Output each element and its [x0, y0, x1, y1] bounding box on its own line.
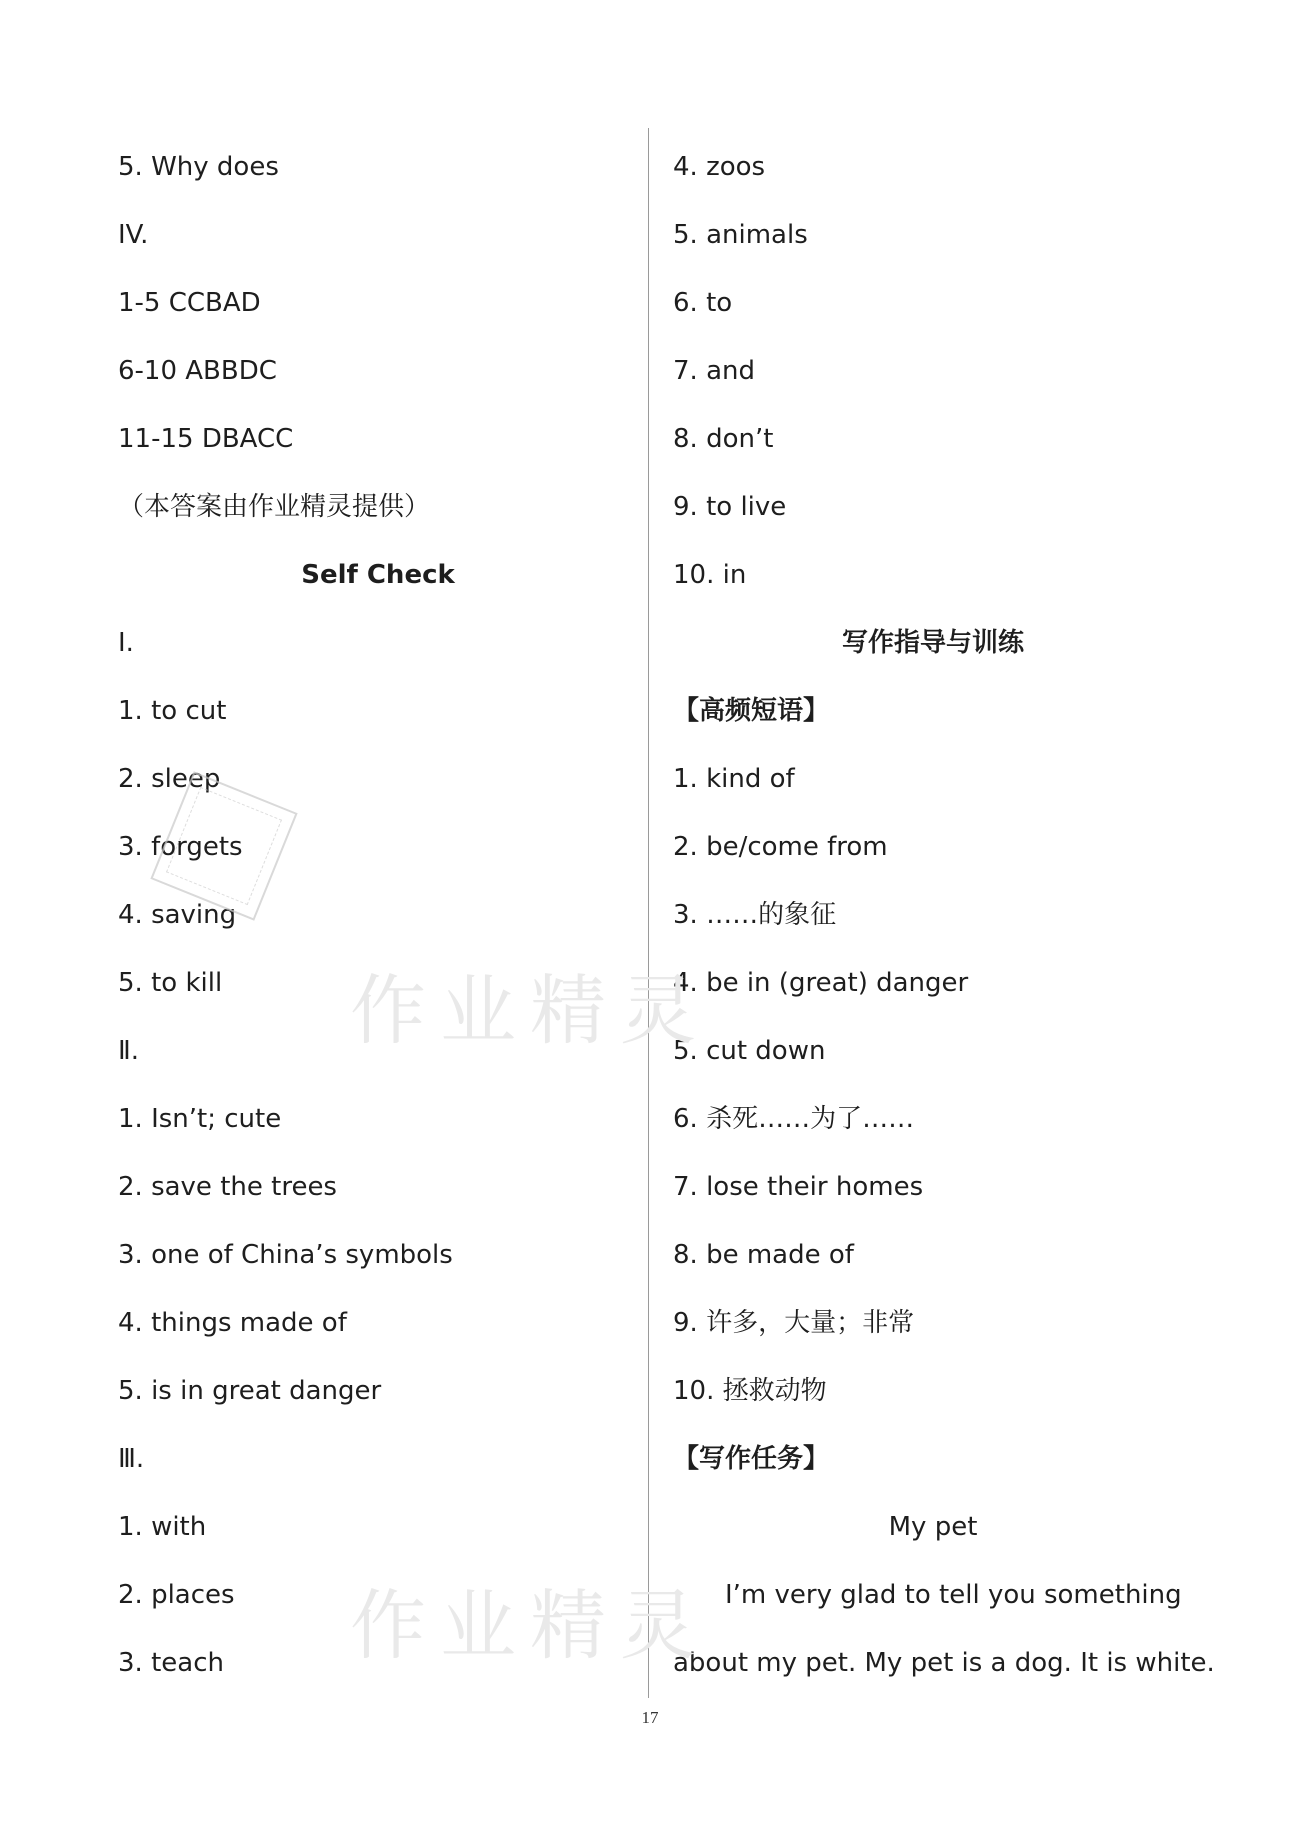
answer-line: 11-15 DBACC [118, 424, 294, 454]
writing-guide-title: 写作指导与训练 [841, 628, 1024, 658]
answer-line: 7. and [673, 356, 755, 386]
column-divider [648, 128, 649, 1698]
phrases-heading: 【高频短语】 [673, 696, 830, 726]
answer-line: 3. forgets [118, 832, 243, 862]
phrase-line: 10. 拯救动物 [673, 1376, 827, 1406]
source-note: （本答案由作业精灵提供） [118, 492, 431, 522]
answer-line: 1. with [118, 1512, 207, 1542]
answer-line: 3. teach [118, 1648, 224, 1678]
answer-line: 6. to [673, 288, 733, 318]
phrase-line: 1. kind of [673, 764, 795, 794]
answer-line: 5. animals [673, 220, 808, 250]
phrase-line: 6. 杀死……为了…… [673, 1104, 915, 1134]
answer-line: 5. to kill [118, 968, 223, 998]
phrase-line: 9. 许多，大量；非常 [673, 1308, 915, 1338]
section-heading: IV. [118, 220, 149, 250]
answer-line: 10. in [673, 560, 747, 590]
answer-line: 1. Isn’t; cute [118, 1104, 282, 1134]
answer-line: 2. save the trees [118, 1172, 337, 1202]
watermark: 作业精灵 [350, 966, 710, 1055]
section-heading: Ⅲ. [118, 1444, 145, 1474]
answer-line: 5. Why does [118, 152, 279, 182]
answer-line: 4. zoos [673, 152, 766, 182]
watermark: 作业精灵 [350, 1581, 710, 1670]
phrase-line: 4. be in (great) danger [673, 968, 969, 998]
section-heading: Ⅰ. [118, 628, 134, 658]
answer-line: 2. places [118, 1580, 235, 1610]
phrase-line: 2. be/come from [673, 832, 888, 862]
answer-line: 9. to live [673, 492, 787, 522]
answer-line: 3. one of China’s symbols [118, 1240, 453, 1270]
answer-line: 5. is in great danger [118, 1376, 382, 1406]
answer-line: 1-5 CCBAD [118, 288, 261, 318]
essay-title: My pet [888, 1512, 978, 1542]
answer-line: 4. saving [118, 900, 237, 930]
answer-line: 2. sleep [118, 764, 221, 794]
answer-line: 4. things made of [118, 1308, 347, 1338]
answer-line: 8. don’t [673, 424, 774, 454]
answer-line: 1. to cut [118, 696, 227, 726]
phrase-line: 3. ……的象征 [673, 900, 837, 930]
writing-task-heading: 【写作任务】 [673, 1444, 830, 1474]
essay-paragraph-line: I’m very glad to tell you something [725, 1580, 1182, 1610]
phrase-line: 5. cut down [673, 1036, 826, 1066]
self-check-title: Self Check [301, 560, 455, 590]
essay-paragraph-line: about my pet. My pet is a dog. It is white. [673, 1648, 1215, 1678]
page-number: 17 [641, 1708, 659, 1727]
phrase-line: 8. be made of [673, 1240, 854, 1270]
phrase-line: 7. lose their homes [673, 1172, 924, 1202]
section-heading: Ⅱ. [118, 1036, 140, 1066]
answer-line: 6-10 ABBDC [118, 356, 277, 386]
